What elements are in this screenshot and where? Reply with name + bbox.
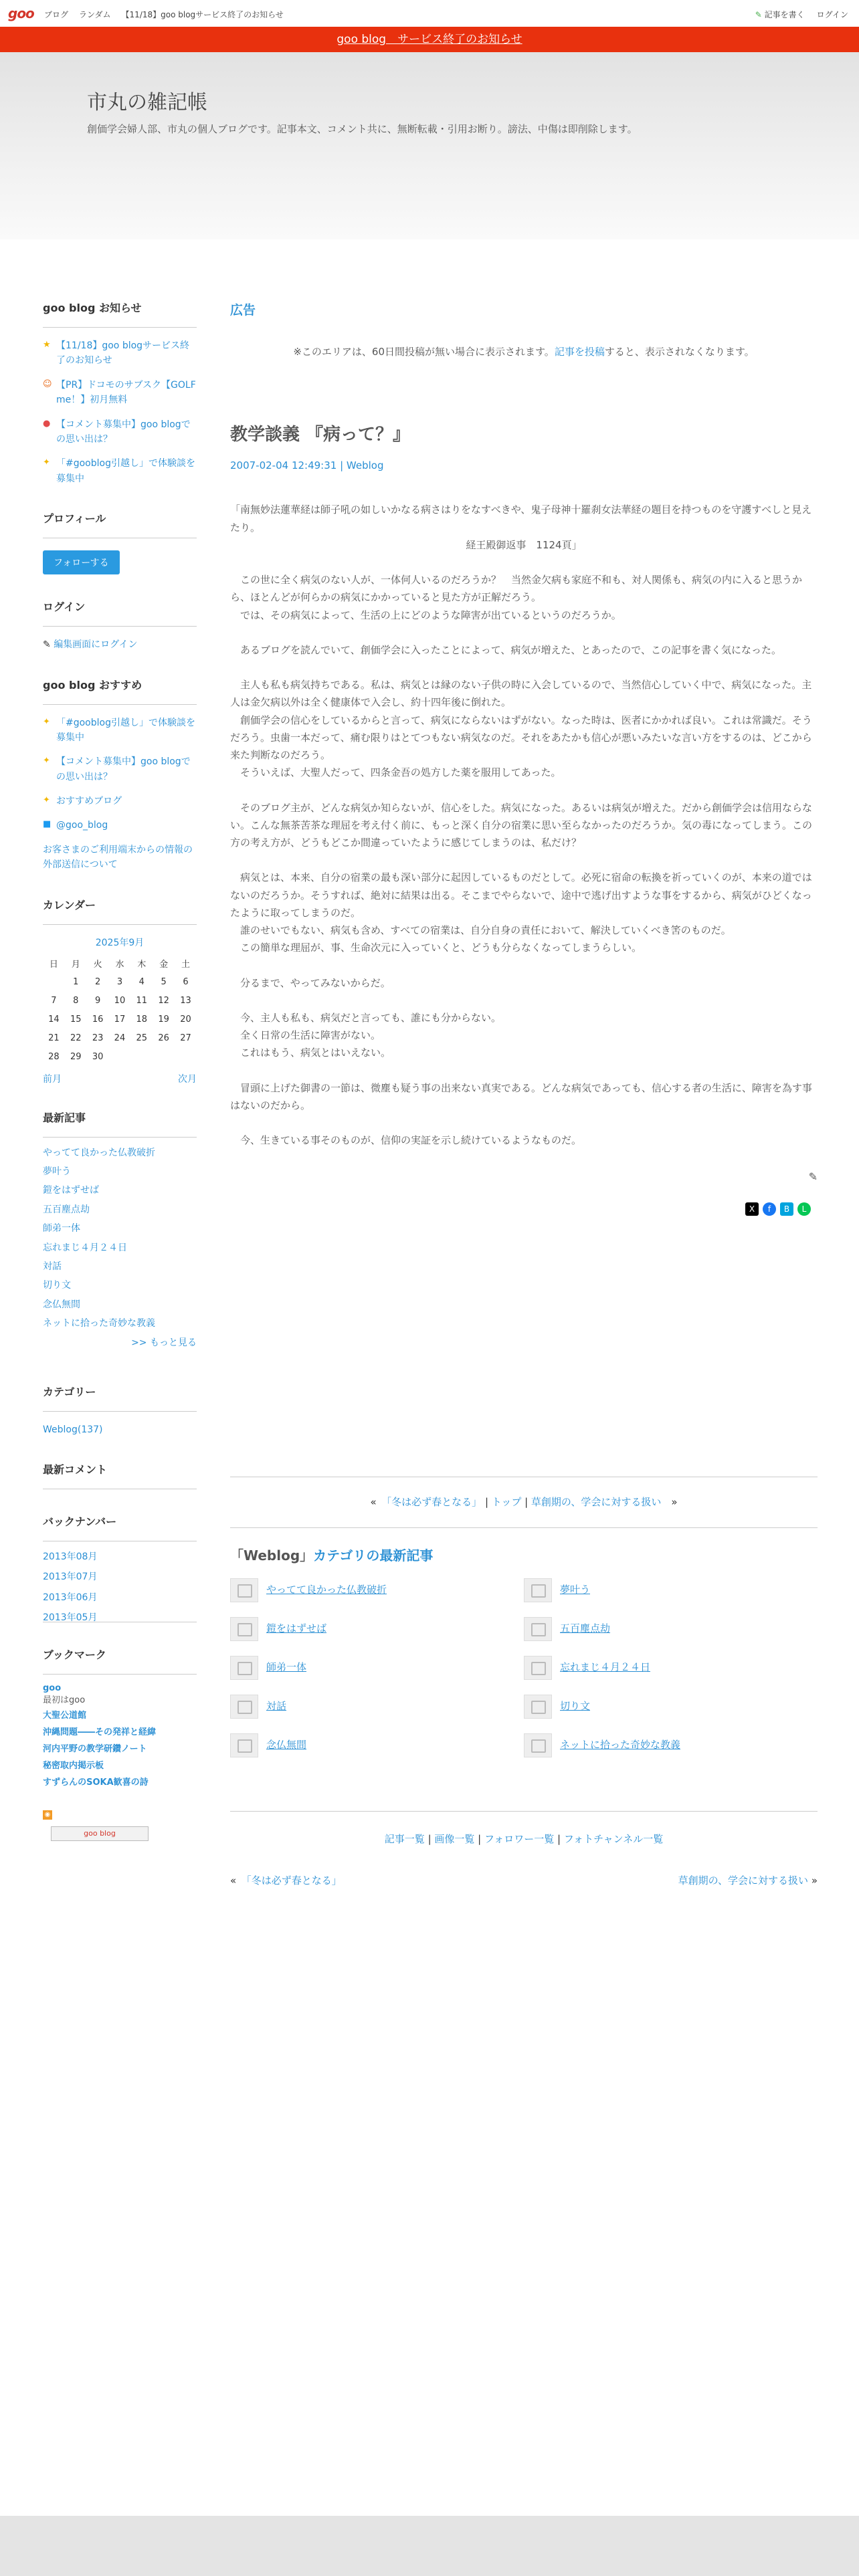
- bookmark-link[interactable]: 河内平野の教学研鑽ノート: [43, 1743, 147, 1754]
- category-heading: カテゴリー: [43, 1384, 197, 1412]
- category-recent-name: 「Weblog」: [230, 1547, 314, 1564]
- recent-item[interactable]: [43, 1221, 197, 1236]
- edit-login-item[interactable]: [43, 637, 197, 652]
- thumbnail-icon: [524, 1733, 552, 1757]
- category-recent-item[interactable]: [230, 1733, 524, 1757]
- weekday: 火: [93, 960, 102, 970]
- recommend-item[interactable]: [43, 754, 197, 784]
- recent-section: [43, 1109, 197, 1349]
- page-footer: [0, 2516, 859, 2576]
- recent-item-link[interactable]: 五百塵点劫: [43, 1204, 90, 1215]
- bottom-next: 草創期の、学会に対する扱い »: [678, 1874, 818, 1887]
- calendar-caption: 2025年9月: [95, 937, 145, 948]
- recommend-item[interactable]: [43, 716, 197, 746]
- bulb-icon: ✦: [43, 795, 50, 806]
- star-icon: ★: [43, 340, 51, 350]
- calendar-day: 4: [138, 977, 145, 988]
- service-end-banner[interactable]: [0, 27, 859, 52]
- entry-title[interactable]: 教学談義 『病って？』: [230, 424, 411, 445]
- category-recent-link[interactable]: 師弟一体: [266, 1661, 307, 1674]
- image-list-link[interactable]: 画像一覧: [434, 1832, 475, 1845]
- calendar-day: 27: [180, 1033, 191, 1044]
- category-recent-item[interactable]: [524, 1617, 818, 1641]
- prev-month-link[interactable]: 前月: [43, 1073, 62, 1085]
- ad-note-post: すると、表示されなくなります。: [604, 346, 755, 358]
- body-text: あるブログを読んでいて、創価学会に入ったことによって、病気が増えた、とあったので、この記事を書く気になった。: [230, 643, 781, 656]
- calendar-day: 15: [70, 1014, 82, 1025]
- comments-section: [43, 1461, 197, 1489]
- ad-note-pre: ※このエリアは、60日間投稿が無い場合に表示されます。: [293, 346, 555, 358]
- bookmark-item[interactable]: [43, 1759, 197, 1774]
- hatena-share-icon[interactable]: B: [780, 1202, 793, 1216]
- category-recent-item[interactable]: [230, 1695, 524, 1719]
- body-text: では、その病気によって、生活の上にどのような障害が出ているというのだろうか。: [230, 609, 622, 621]
- category-recent-item[interactable]: [230, 1578, 524, 1602]
- calendar-section: [43, 897, 197, 1085]
- thumbnail-icon: [230, 1656, 258, 1680]
- thumbnail-icon: [230, 1733, 258, 1757]
- pencil-icon: ✎: [43, 639, 51, 651]
- rss-icon[interactable]: ◉: [43, 1810, 52, 1820]
- recent-item-link[interactable]: やってて良かった仏教破折: [43, 1147, 155, 1158]
- body-citation: 経王殿御返事 1124頁」: [466, 538, 582, 551]
- category-recent-grid: [230, 1578, 818, 1757]
- recent-item-link[interactable]: 念仏無間: [43, 1299, 80, 1310]
- bookmark-item[interactable]: [43, 1683, 197, 1707]
- calendar-day: 2: [94, 977, 101, 988]
- calendar-day: [43, 973, 65, 992]
- data-transmission-link[interactable]: お客さまのご利用端末からの情報の外部送信について: [43, 844, 193, 871]
- body-text: 「南無妙法蓮華経は師子吼の如しいかなる病さはりをなすべきや、鬼子母神十羅刹女法華経の題目を持つものを守護すべしと見えたり。: [230, 504, 812, 534]
- entry-date: 2007-02-04 12:49:31: [230, 459, 337, 471]
- service-end-link[interactable]: goo blog サービス終了のお知らせ: [337, 33, 522, 46]
- backnumber-item[interactable]: [43, 1590, 197, 1605]
- notice-item-link[interactable]: 【11/18】goo blogサービス終了のお知らせ: [56, 340, 190, 366]
- body-text: 今、主人も私も、病気だと言っても、誰にも分からない。: [230, 1011, 502, 1024]
- recent-item[interactable]: [43, 1241, 197, 1255]
- category-recent-item[interactable]: [524, 1578, 818, 1602]
- bookmark-link[interactable]: 大聖公道館: [43, 1711, 87, 1721]
- entry-body: [230, 501, 818, 1149]
- category-recent-item[interactable]: [524, 1656, 818, 1680]
- recommend-item-link[interactable]: 「#gooblog引越し」で体験談を募集中: [56, 717, 195, 743]
- calendar-day: 24: [114, 1033, 126, 1044]
- category-recent-link[interactable]: 五百塵点劫: [560, 1622, 611, 1635]
- category-section: [43, 1384, 197, 1437]
- thumbnail-icon: [230, 1578, 258, 1602]
- entry-category-link[interactable]: Weblog: [346, 459, 384, 471]
- calendar-day: 26: [158, 1033, 169, 1044]
- login-heading: ログイン: [43, 599, 197, 627]
- recent-heading: 最新記事: [43, 1109, 197, 1138]
- calendar-day: 12: [158, 996, 169, 1006]
- goo-blog-badge-label: goo blog: [84, 1829, 116, 1838]
- bookmark-desc: 最初はgoo: [43, 1695, 86, 1706]
- calendar-day: 29: [70, 1052, 82, 1063]
- recent-item-link[interactable]: 対話: [43, 1261, 62, 1272]
- thumbnail-icon: [524, 1656, 552, 1680]
- sidebar: [43, 300, 197, 1865]
- calendar-day: 17: [114, 1014, 126, 1025]
- recent-item-link[interactable]: 師弟一体: [43, 1223, 80, 1235]
- backnumber-link[interactable]: 2013年07月: [43, 1572, 98, 1583]
- write-article-label: 記事を書く: [764, 10, 805, 19]
- recent-item-link[interactable]: ネットに拾った奇妙な教義: [43, 1318, 155, 1329]
- backnumber-scroll[interactable]: [43, 1549, 197, 1622]
- notice-item[interactable]: [43, 456, 197, 486]
- recent-item[interactable]: [43, 1183, 197, 1198]
- global-header: [0, 0, 859, 27]
- profile-section: [43, 510, 197, 574]
- calendar: [43, 936, 197, 1085]
- calendar-nav: [43, 1072, 197, 1085]
- nav-blog-link[interactable]: ブログ: [44, 10, 69, 19]
- calendar-day: 18: [136, 1014, 148, 1025]
- body-text: この簡単な理屈が、事、生命次元に入っていくと、どうも分らなくなってしまうらしい。: [230, 942, 642, 954]
- recent-item[interactable]: [43, 1259, 197, 1274]
- recommend-section: [43, 677, 197, 873]
- recent-item-link[interactable]: 切り文: [43, 1280, 71, 1291]
- category-recent: [230, 1544, 818, 1757]
- follower-list-link[interactable]: フォロワー一覧: [484, 1832, 555, 1845]
- article-list-link[interactable]: 記事一覧: [384, 1832, 425, 1845]
- bulb-icon: ✦: [43, 457, 50, 468]
- category-recent-heading: [230, 1544, 818, 1568]
- calendar-day: 30: [92, 1052, 104, 1063]
- line-share-icon[interactable]: L: [797, 1202, 811, 1216]
- share-buttons: [745, 1202, 811, 1216]
- bookmark-link[interactable]: すずらんのSOKA歓喜の詩: [43, 1777, 149, 1788]
- bookmark-link[interactable]: 沖縄問題――その発祥と経緯: [43, 1727, 157, 1738]
- bulb-icon: ✦: [43, 716, 50, 727]
- bookmark-item[interactable]: [43, 1726, 197, 1740]
- calendar-day: 9: [94, 996, 101, 1006]
- calendar-day: 7: [51, 996, 57, 1006]
- entry-pager: « 「冬は必ず春となる」 | トップ | 草創期の、学会に対する扱い »: [230, 1477, 818, 1527]
- body-text: 病気とは、本来、自分の宿業の最も深い部分に起因しているものだとして。必死に宿命の転換を祈っていくのが、本来の道ではないのだろうか。そうすれば、絶対に結果は出る。そこまでやらないで、途中で逃げ出すような事をするから、病気がひどくなったように取ってしまうのだ。: [230, 871, 812, 919]
- calendar-day: [175, 1048, 197, 1067]
- calendar-day: 28: [48, 1052, 60, 1063]
- calendar-day: 1: [73, 977, 79, 988]
- recommend-item-link[interactable]: @goo_blog: [56, 820, 108, 831]
- notice-item-link[interactable]: 【PR】ドコモのサブスク【GOLF me！】初月無料: [56, 379, 196, 406]
- category-recent-item[interactable]: [524, 1695, 818, 1719]
- category-recent-link[interactable]: 鎧をはずせば: [266, 1622, 327, 1635]
- bookmark-link[interactable]: goo: [43, 1683, 62, 1693]
- bulb-icon: ✦: [43, 756, 50, 766]
- category-item[interactable]: [43, 1422, 197, 1437]
- recommend-item[interactable]: [43, 794, 197, 809]
- bookmark-item[interactable]: [43, 1776, 197, 1790]
- twitter-icon: ■: [43, 819, 52, 830]
- notice-item-link[interactable]: 【コメント募集中】goo blogでの思い出は？: [56, 419, 191, 445]
- calendar-day: 11: [136, 996, 148, 1006]
- nav-random-link[interactable]: ランダム: [79, 10, 111, 19]
- login-section: [43, 599, 197, 652]
- body-text: 誰のせいでもない、病気も含め、すべての宿業は、自分自身の責任において、解決していくべき筈のものだ。: [230, 924, 731, 936]
- calendar-day: [153, 1048, 175, 1067]
- backnumber-section: [43, 1513, 197, 1622]
- category-recent-link[interactable]: ネットに拾った奇妙な教義: [560, 1739, 681, 1751]
- recommend-heading: goo blog おすすめ: [43, 677, 197, 705]
- weekday: 月: [71, 960, 80, 970]
- global-nav: [44, 9, 284, 20]
- thumbnail-icon: [230, 1617, 258, 1641]
- goo-blog-badge[interactable]: [51, 1826, 149, 1841]
- entry-tools: [230, 1149, 818, 1202]
- calendar-day: 3: [116, 977, 123, 988]
- category-recent-link[interactable]: 忘れまじ４月２４日: [560, 1661, 651, 1674]
- body-text: そういえば、大聖人だって、四条金吾の処方した薬を服用してあった。: [230, 766, 561, 779]
- recent-item[interactable]: [43, 1297, 197, 1312]
- calendar-day: 5: [161, 977, 167, 988]
- category-recent-item[interactable]: [230, 1656, 524, 1680]
- share-area: [230, 1202, 818, 1229]
- calendar-day: 8: [73, 996, 79, 1006]
- edit-pencil-icon[interactable]: ✎: [808, 1170, 818, 1184]
- weekday: 土: [181, 960, 191, 970]
- calendar-day: [109, 1048, 131, 1067]
- bottom-next-link[interactable]: 草創期の、学会に対する扱い: [678, 1874, 809, 1887]
- comments-heading: 最新コメント: [43, 1461, 197, 1489]
- nav-notice-link[interactable]: 【11/18】goo blogサービス終了のお知らせ: [121, 10, 284, 19]
- backnumber-link[interactable]: 2013年06月: [43, 1592, 98, 1603]
- header-actions: [755, 9, 848, 20]
- backnumber-item[interactable]: [43, 1610, 197, 1625]
- thumbnail-icon: [230, 1695, 258, 1719]
- body-text: これはもう、病気とはいえない。: [230, 1047, 391, 1059]
- body-text: 冒頭に上げた御書の一節は、微塵も疑う事の出来ない真実である。どんな病気であっても、信心する者の生活に、障害を為す事はないのだから。: [230, 1081, 812, 1111]
- bookmark-section: [43, 1646, 197, 1841]
- write-article-link[interactable]: [755, 9, 805, 20]
- notice-heading: goo blog お知らせ: [43, 300, 197, 328]
- category-recent-link[interactable]: 夢叶う: [560, 1584, 591, 1596]
- more-recent-link[interactable]: >> もっと見る: [131, 1337, 197, 1348]
- notice-item[interactable]: [43, 338, 197, 368]
- body-text: この世に全く病気のない人が、一体何人いるのだろうか？ 当然金欠病も家庭不和も、対人関係も、病気の内に入ると思うから、ほとんどが何らかの病気にかかっていると見た方が正解だろう。: [230, 574, 803, 604]
- backnumber-heading: バックナンバー: [43, 1513, 197, 1541]
- ad-note: [230, 343, 818, 360]
- category-recent-link[interactable]: 切り文: [560, 1700, 591, 1713]
- calendar-day: 6: [183, 977, 189, 988]
- follow-button[interactable]: フォローする: [43, 550, 120, 574]
- backnumber-link[interactable]: 2013年08月: [43, 1551, 98, 1562]
- recent-item-link[interactable]: 忘れまじ４月２４日: [43, 1242, 127, 1253]
- blog-title[interactable]: 市丸の雑記帳: [87, 91, 207, 114]
- backnumber-item[interactable]: [43, 1549, 197, 1564]
- body-text: そのブログ主が、どんな病気か知らないが、信心をした。病気になった。あるいは病気が増えた。だから創価学会は信用ならない。こんな無茶苦茶な理屈を考え付く前に、もっと深く自分の宿業に思い至らなかったのだろうか。気の毒になってしまう。この方の考え方が、どうもどこか間違っていたように感じてしまうのは、私だけ？: [230, 801, 813, 849]
- calendar-day: 14: [48, 1014, 60, 1025]
- login-link[interactable]: ログイン: [816, 10, 848, 19]
- next-month-link[interactable]: 次月: [178, 1073, 197, 1085]
- bookmark-heading: ブックマーク: [43, 1646, 197, 1675]
- profile-heading: プロフィール: [43, 510, 197, 538]
- content-area: [0, 239, 859, 2516]
- thumbnail-icon: [524, 1578, 552, 1602]
- bottom-pager: [230, 1872, 818, 1889]
- recent-item[interactable]: [43, 1146, 197, 1160]
- body-text: 主人も私も病気持ちである。私は、病気とは縁のない子供の時に入会しているので、当然信心していく中で、病気になった。主人は金欠病以外は全く健康体で入会し、約十四年後に倒れた。: [230, 679, 812, 709]
- calendar-day: 21: [48, 1033, 60, 1044]
- recommend-item-link[interactable]: おすすめブログ: [56, 796, 122, 807]
- category-recent-suffix: カテゴリの最新記事: [313, 1547, 434, 1564]
- recommend-item-link[interactable]: 【コメント募集中】goo blogでの思い出は？: [56, 756, 191, 782]
- category-recent-link[interactable]: 念仏無間: [266, 1739, 307, 1751]
- top-link[interactable]: トップ: [491, 1496, 522, 1509]
- calendar-heading: カレンダー: [43, 897, 197, 925]
- weekday: 水: [115, 960, 124, 970]
- bookmark-item[interactable]: [43, 1709, 197, 1723]
- facebook-share-icon[interactable]: f: [763, 1202, 776, 1216]
- pencil-icon: ✎: [755, 10, 762, 19]
- notice-item-link[interactable]: 「#gooblog引越し」で体験談を募集中: [56, 458, 195, 484]
- next-entry-link[interactable]: 草創期の、学会に対する扱い: [531, 1496, 662, 1509]
- thumbnail-icon: [524, 1695, 552, 1719]
- body-text: 全く日常の生活に障害がない。: [230, 1029, 381, 1041]
- people-icon: ●: [43, 418, 51, 429]
- backnumber-link[interactable]: 2013年05月: [43, 1612, 98, 1624]
- main-column: [230, 300, 818, 1889]
- calendar-day: 23: [92, 1033, 104, 1044]
- x-share-icon[interactable]: X: [745, 1202, 759, 1216]
- thumbnail-icon: [524, 1617, 552, 1641]
- edit-login-link[interactable]: 編集画面にログイン: [54, 639, 138, 651]
- body-text: 今、生きている事そのものが、信仰の実証を示し続けているようなものだ。: [230, 1134, 582, 1146]
- calendar-day: 16: [92, 1014, 104, 1025]
- calendar-day: 13: [180, 996, 191, 1006]
- calendar-day: 10: [114, 996, 126, 1006]
- weekday: 木: [137, 960, 147, 970]
- calendar-day: 25: [136, 1033, 148, 1044]
- body-text: 創価学会の信心をしているからと言って、病気にならないはずがない。なった時は、医者にかかれば良い。これは常識だ。そうだろう。虫歯一本だって、痛む限りはとてつもない病気なのだ。それをあたかも信心が悪いみたいな言い方をするのは、どこから来た判断なのだろう。: [230, 714, 812, 761]
- blog-description: 創価学会婦人部、市丸の個人ブログです。記事本文、コメント共に、無断転載・引用お断り。謗法、中傷は即削除します。: [87, 123, 638, 135]
- notice-item[interactable]: [43, 378, 197, 408]
- bookmark-link[interactable]: 秘密取内掲示板: [43, 1760, 104, 1771]
- category-recent-link[interactable]: 対話: [266, 1700, 287, 1713]
- category-recent-item[interactable]: [524, 1733, 818, 1757]
- weekday: 日: [49, 960, 58, 970]
- category-item-link[interactable]: Weblog(137): [43, 1424, 103, 1435]
- smile-icon: ☺: [43, 379, 52, 389]
- recent-item[interactable]: [43, 1316, 197, 1331]
- calendar-day: 22: [70, 1033, 82, 1044]
- recent-item[interactable]: [43, 1202, 197, 1217]
- calendar-day: 19: [158, 1014, 169, 1025]
- calendar-day: [130, 1048, 153, 1067]
- bottom-prev: « 「冬は必ず春となる」: [230, 1874, 342, 1887]
- footer-links: 記事一覧 | 画像一覧 | フォロワー一覧 | フォトチャンネル一覧: [384, 1832, 664, 1845]
- calendar-day: 20: [180, 1014, 191, 1025]
- post-article-link[interactable]: 記事を投稿: [554, 346, 605, 358]
- notice-item[interactable]: [43, 417, 197, 447]
- bottom-prev-link[interactable]: 「冬は必ず春となる」: [246, 1874, 342, 1887]
- notice-section: [43, 300, 197, 486]
- ad-heading: 広告: [230, 303, 256, 318]
- blog-header: [0, 52, 859, 239]
- category-recent-item[interactable]: [230, 1617, 524, 1641]
- goo-logo[interactable]: goo: [8, 5, 34, 21]
- weekday: 金: [159, 960, 169, 970]
- prev-entry-link[interactable]: 「冬は必ず春となる」: [386, 1496, 482, 1509]
- bookmark-item[interactable]: [43, 1743, 197, 1757]
- recent-item-link[interactable]: 夢叶う: [43, 1166, 71, 1178]
- entry-meta: 2007-02-04 12:49:31 | Weblog: [230, 459, 384, 471]
- category-recent-link[interactable]: やってて良かった仏教破折: [266, 1584, 387, 1596]
- photo-channel-link[interactable]: フォトチャンネル一覧: [563, 1832, 664, 1845]
- recent-item[interactable]: [43, 1164, 197, 1179]
- recommend-item[interactable]: [43, 818, 197, 833]
- backnumber-item[interactable]: [43, 1570, 197, 1584]
- body-text: 分るまで、やってみないからだ。: [230, 976, 391, 989]
- rss-area: [43, 1808, 197, 1841]
- calendar-table: [43, 954, 197, 1067]
- recent-item-link[interactable]: 鎧をはずせば: [43, 1185, 99, 1196]
- recent-item[interactable]: [43, 1278, 197, 1293]
